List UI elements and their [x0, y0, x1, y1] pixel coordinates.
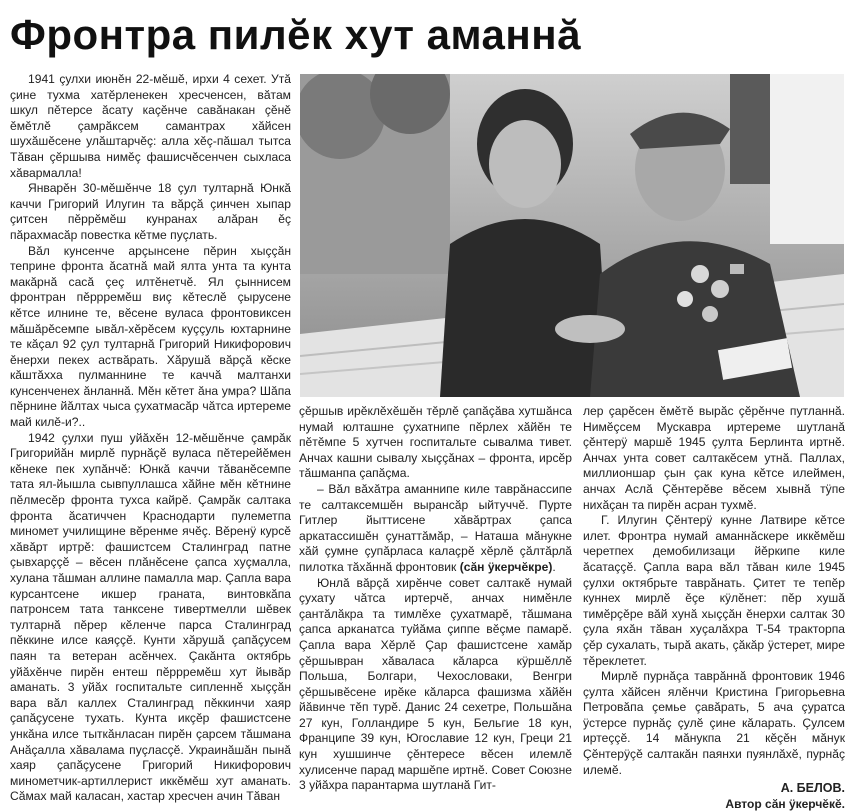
paragraph: Январĕн 30-мĕшĕнче 18 çул тултарнă Юнкă каччи Григорий Илугин та вăрçă çинчен хыпар çитсен пĕррĕмĕш кунранах алăран ĕç пăрахмасăр повестка кĕтме пуçлать.: [10, 181, 291, 242]
paragraph: лер çарĕсен ĕмĕтĕ вырăс çĕрĕнче путланнă. Нимĕçсем Мускавра иртереме шутланă çĕнтерÿ маршĕ 1945 çулта Берлинта иртнĕ. Анчах унта совет салтакĕсем утнă. Паллах, миллионшар çын çак куна кĕтсе илеймен, анчах Аслă Çĕнтерĕве вĕсем хывнă тÿпе нихăçан та пирĕн асран тухмĕ.: [583, 404, 845, 512]
paragraph: Юнлă вăрçă хирĕнче совет салтакĕ нумай çухату чăтса иртерчĕ, анчах нимĕнле çантăлăкра та тимлĕхе çухатмарĕ, тăшмана çапса арканатса туйăма çиппе вĕçме памарĕ. Çапла вара Хĕрлĕ Çар фашистсене хамăр çĕршывран хăваласа кăларса кÿршĕллĕ Польша, Болгари, Чехословаки, Венгри çĕршывĕсене ирĕке кăларса фашизма хăйĕн йăвинче тĕп турĕ. Данис 24 сехетре, Польшăна 27 кун, Голландире 5 кун, Бельгие 18 кун, Франципе 39 кун, Югославие 12 кун, Греци 21 кун хушшинче çĕнтересе вĕсен илемлĕ хулисенче парад маршĕпе иртнĕ. Совет Союзне 3 уйăхра парантарма шутланă Гит-: [299, 575, 572, 793]
photo-credit: Автор сăн ÿкерчĕкĕ.: [725, 796, 845, 811]
article-column-left: [10, 72, 291, 805]
article-column-right: [583, 404, 845, 812]
photo-woman-and-veteran-icon: [300, 74, 844, 397]
paragraph: 1941 çулхи июнĕн 22-мĕшĕ, ирхи 4 сехет. Утă çине тухма хатĕрленекен хресченсен, вăтам шкул пĕтерсе ăсату каçĕнче савăнакан çĕнĕ ĕмĕтлĕ çамрăксем самантрах хăйсен шухăшĕсене улăштарчĕç: алла хĕç-пăшал тытса Тăван çĕршыва нимĕç фашисчĕсенчен сыхласа хăвармалла!: [10, 72, 291, 180]
article-column-middle: [299, 404, 572, 794]
paragraph: [299, 482, 572, 576]
article-photo: [300, 74, 844, 397]
paragraph: Вăл кунсенче арçынсене пĕрин хыççăн теприне фронта ăсатнă май ялта унта та кунта макăрнă сасă çеç илтĕнетчĕ. Ял çыннисем фронтран пĕррремĕш виç кĕтеслĕ çырусене кĕтсе илнине те, вĕсене вуласа фронтовиксен мăшăрĕсемпе ывăл-хĕрĕсем куççуль юхтарнине те кăçал 92 çул тултарнă Григорий Никифорович ĕнерхи пекех аствăрать. Хăрушă вăрçă кĕске кăштăхха пулманнине те каччă малтанхи кунсенченех ăнланнă. Мĕн кĕтет ăна умра? Шăпа пĕрнине йăлтах чыса çухатмасăр чăтса иртереме май килĕ-и?..: [10, 243, 291, 430]
paragraph: 1942 çулхи пуш уйăхĕн 12-мĕшĕнче çамрăк Григорийăн мирлĕ пурнăçĕ вуласа пĕтерейĕмен кĕнеке пек хупăнчĕ: Юнкă каччи тăванĕсемпе тата ял-йышла сывпуллашса хăйне мĕн кĕтнине пĕлмесĕр фронта тухса кайрĕ. Çамрăк салтака фронта ăсатиччен Краснодарти пулеметпа миномет училищине вĕренме ячĕç. Вĕренÿ курсĕ хăвăрт иртрĕ: фашистсем Сталинград патне çывхарççĕ – вĕсен плăнĕсене çапса хуçмалла, хулана тăшман аллине памалла мар. Çапла вара курсантсене икшер граната, винтовкăпа патронсем тата танксене тивертмелли шĕвек тултарнă пĕрер кĕленче парса Сталинград пĕккине илсе каяççĕ. Кунти хăрушă çапăçусем паян та ветеран асĕнчех. Çакăнта октябрь уйăхĕнче пирĕн ентеш пĕррремĕш хут йывăр аманать. 3 уйăх госпитальте сипленнĕ хыççăн вара вăл каллех Сталинград пĕккинчи хаяр çапăçусене тухать. Кунта икçĕр фашистсене ункăна илсе тыткăнласан пирĕн çарсем тăшмана Анăçалла хăвалама пуçласçĕ. Украинăшăн пынă хаяр çапăçусене Григорий Никифорович минометчик-артиллерист иккĕмĕш хут аманать. Сăмах май каласан, хастар хресчен ачин Тăван: [10, 430, 291, 804]
paragraph: Г. Илугин Çĕнтерÿ кунне Латвире кĕтсе илет. Фронтра нумай аманнăскере иккĕмĕш черетпех демобилизаци йĕркипе киле ăсатаççĕ. Çапла вара вăл тăван киле 1945 çулхи октябрьте таврăнать. Çитет те тепĕр куннех мирлĕ ĕçе кÿлĕнет: пĕр хушă тимĕрçĕре вăй хунă хыççăн ĕнерхи салтак 30 çула яхăн тăван хуçалăхра Т-54 тракторпа çĕр сухалать, тырă акать, çăкăр ÿстерет, мире тĕреклетет.: [583, 513, 845, 668]
photo-reference: (сăн ÿкерчĕкре): [459, 559, 553, 574]
quote-text: – Вăл вăхăтра аманнипе киле таврăнассипе те салтаксемшĕн вырансăр ыйтуччĕ. Пурте Гитлер йыттисене хăвăртрах çапса аркатассишĕн çунаттăмăр, – Наташа мăнукне хăй çумне çупăрласа калаçрĕ хĕрлĕ çăлтăрлă пилотка тăхăннă фронтовик: [299, 481, 572, 574]
paragraph: çĕршыв ирĕклĕхĕшĕн тĕрлĕ çапăçăва хутшăнса нумай юлташне çухатнипе пĕрлех хăйĕн те пĕтĕмпе 5 хутчен госпитальте сывалма тивет. Анчах кашни сывалу хыççăнах – фронта, ирсĕр тăшманпа çапăçма.: [299, 404, 572, 481]
quote-end: .: [552, 559, 556, 574]
paragraph: Мирлĕ пурнăçа таврăннă фронтовик 1946 çулта хăйсен ялĕнчи Кристина Григорьевна Петровăпа çемье çавăрать, 5 ача çуратса ÿстерсе пурнăç çулĕ çине кăларать. Çулсем иртеççĕ. 14 мăнукпа 21 кĕçĕн мăнук Çĕнтерÿçĕ салтакăн паянхи пуянлăхĕ, пурнăç илемĕ.: [583, 669, 845, 777]
headline: Фронтра пилĕк хут аманнă: [10, 11, 582, 58]
author-name: А. БЕЛОВ.: [780, 781, 845, 796]
